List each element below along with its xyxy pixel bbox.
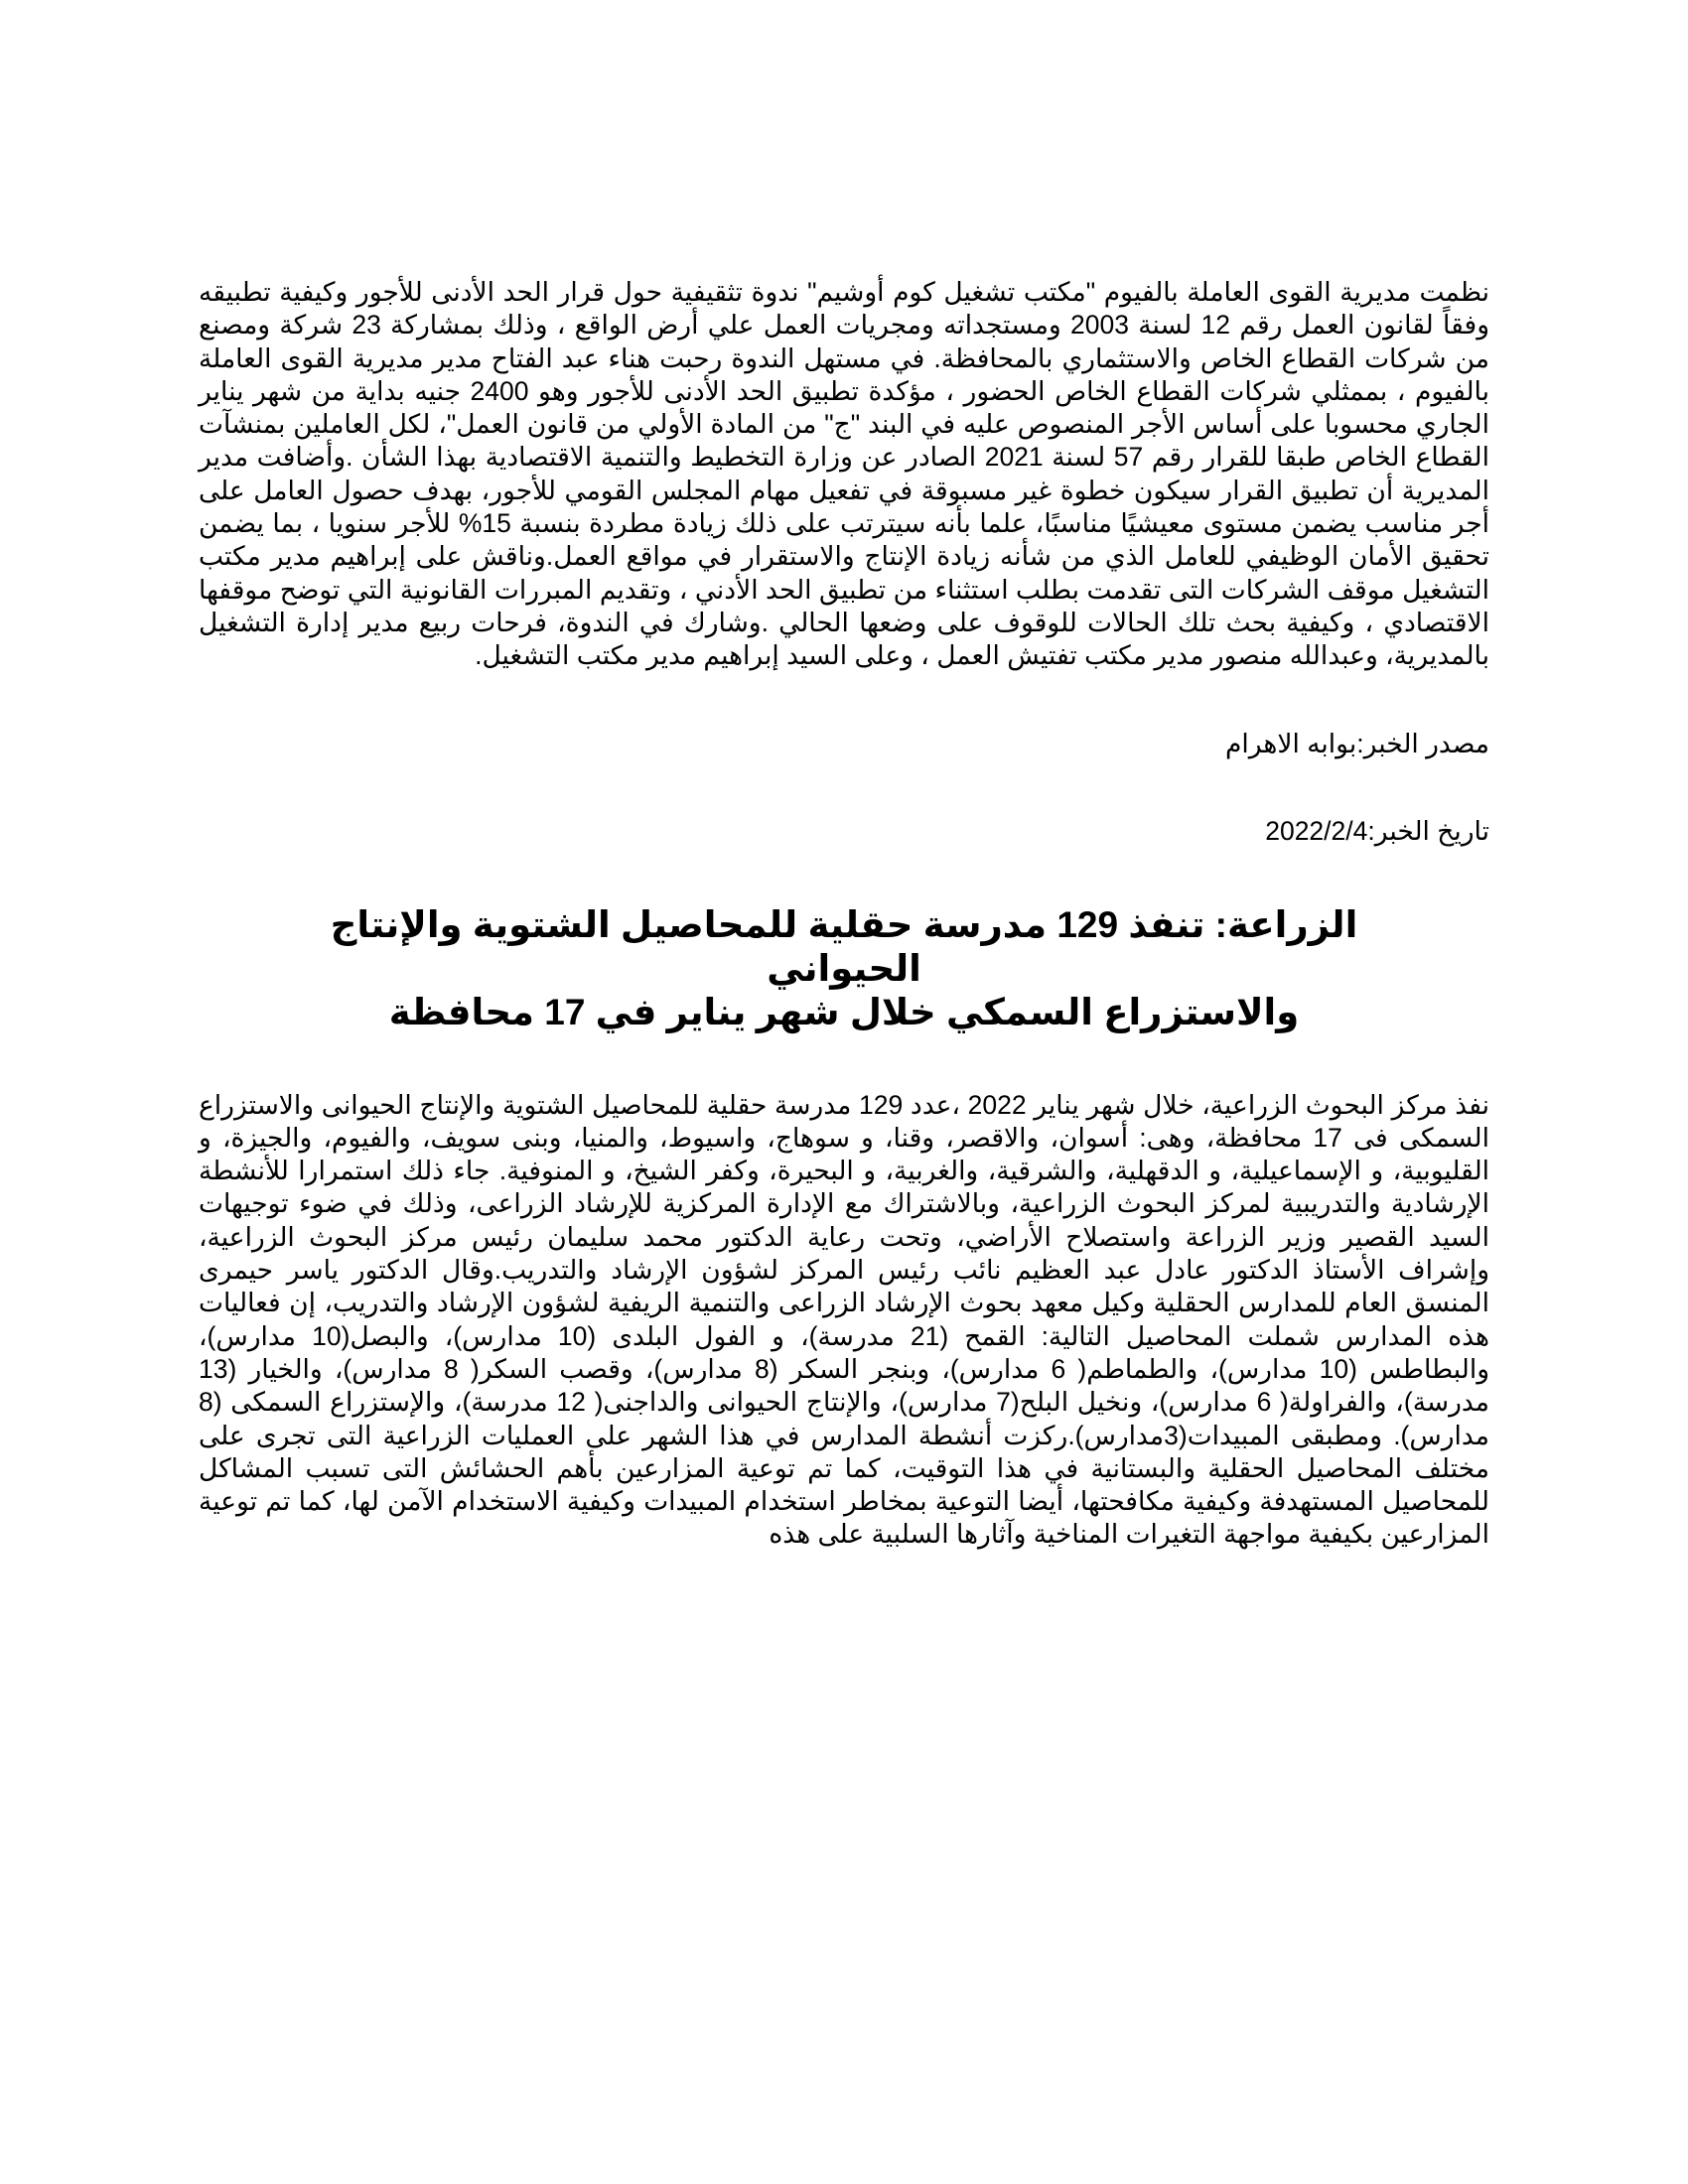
- headline-line-2: والاستزراع السمكي خلال شهر يناير في 17 محافظة: [388, 991, 1300, 1032]
- article-2-body: نفذ مركز البحوث الزراعية، خلال شهر يناير 2022 ،عدد 129 مدرسة حقلية للمحاصيل الشتوية والإنتاج الحيوانى والاستزراع السمكى فى 17 محافظة، وهى: أسوان، والاقصر، وقنا، و سوهاج، واسيوط، والمنيا، وبنى سويف، والفيوم، والجيزة، و القليوبية، و الإسماعيلية، و الدقهلية، والشرقية، والغربية، و البحيرة، وكفر الشيخ، و المنوفية. جاء ذلك استمرارا للأنشطة الإرشادية والتدريبية لمركز البحوث الزراعية، وبالاشتراك مع الإدارة المركزية للإرشاد الزراعى، وذلك في ضوء توجيهات السيد القصير وزير الزراعة واستصلاح الأراضي، وتحت رعاية الدكتور محمد سليمان رئيس مركز البحوث الزراعية، وإشراف الأستاذ الدكتور عادل عبد العظيم نائب رئيس المركز لشؤون الإرشاد والتدريب.وقال الدكتور ياسر حيمرى المنسق العام للمدارس الحقلية وكيل معهد بحوث الإرشاد الزراعى والتنمية الريفية لشؤون الإرشاد والتدريب، إن فعاليات هذه المدارس شملت المحاصيل التالية: القمح (21 مدرسة)، و الفول البلدى (10 مدارس)، والبصل(10 مدارس)، والبطاطس (10 مدارس)، والطماطم( 6 مدارس)، وبنجر السكر (8 مدارس)، وقصب السكر( 8 مدارس)، والخيار (13 مدرسة)، والفراولة( 6 مدارس)، ونخيل البلح(7 مدارس)، والإنتاج الحيوانى والداجنى( 12 مدرسة)، والإستزراع السمكى (8 مدارس). ومطبقى المبيدات(3مدارس).ركزت أنشطة المدارس في هذا الشهر على العمليات الزراعية التى تجرى على مختلف المحاصيل الحقلية والبستانية في هذا التوقيت، كما تم توعية المزارعين بأهم الحشائش التى تسبب المشاكل للمحاصيل المستهدفة وكيفية مكافحتها، أيضا التوعية بمخاطر استخدام المبيدات وكيفية الاستخدام الآمن لها، كما تم توعية المزارعين بكيفية مواجهة التغيرات المناخية وآثارها السلبية على هذه: [199, 1089, 1490, 1550]
- headline-line-1: الزراعة: تنفذ 129 مدرسة حقلية للمحاصيل الشتوية والإنتاج الحيواني: [330, 903, 1358, 989]
- news-date: تاريخ الخبر:2022/2/4: [1265, 815, 1489, 846]
- article-1-body: نظمت مديرية القوى العاملة بالفيوم "مكتب تشغيل كوم أوشيم" ندوة تثقيفية حول قرار الحد الأدنى للأجور وكيفية تطبيقه وفقاً لقانون العمل رقم 12 لسنة 2003 ومستجداته ومجريات العمل علي أرض الواقع ، وذلك بمشاركة 23 شركة ومصنع من شركات القطاع الخاص والاستثماري بالمحافظة. في مستهل الندوة رحبت هناء عبد الفتاح مدير مديرية القوى العاملة بالفيوم ، بممثلي شركات القطاع الخاص الحضور ، مؤكدة تطبيق الحد الأدنى للأجور وهو 2400 جنيه بداية من شهر يناير الجاري محسوبا على أساس الأجر المنصوص عليه في البند "ج" من المادة الأولي من قانون العمل"، لكل العاملين بمنشآت القطاع الخاص طبقا للقرار رقم 57 لسنة 2021 الصادر عن وزارة التخطيط والتنمية الاقتصادية بهذا الشأن .وأضافت مدير المديرية أن تطبيق القرار سيكون خطوة غير مسبوقة في تفعيل مهام المجلس القومي للأجور، بهدف حصول العامل على أجر مناسب يضمن مستوى معيشيًا مناسبًا، علما بأنه سيترتب على ذلك زيادة مطردة بنسبة 15% للأجر سنويا ، بما يضمن تحقيق الأمان الوظيفي للعامل الذي من شأنه زيادة الإنتاج والاستقرار في مواقع العمل.وناقش على إبراهيم مدير مكتب التشغيل موقف الشركات التى تقدمت بطلب استثناء من تطبيق الحد الأدني ، وتقديم المبررات القانونية التي توضح موقفها الاقتصادي ، وكيفية بحث تلك الحالات للوقوف على وضعها الحالي .وشارك في الندوة، فرحات ربيع مدير إدارة التشغيل بالمديرية، وعبدالله منصور مدير مكتب تفتيش العمل ، وعلى السيد إبراهيم مدير مكتب التشغيل.: [199, 277, 1489, 671]
- news-source: مصدر الخبر:بوابه الاهرام: [1225, 728, 1489, 758]
- article-2-headline: [258, 903, 1430, 1034]
